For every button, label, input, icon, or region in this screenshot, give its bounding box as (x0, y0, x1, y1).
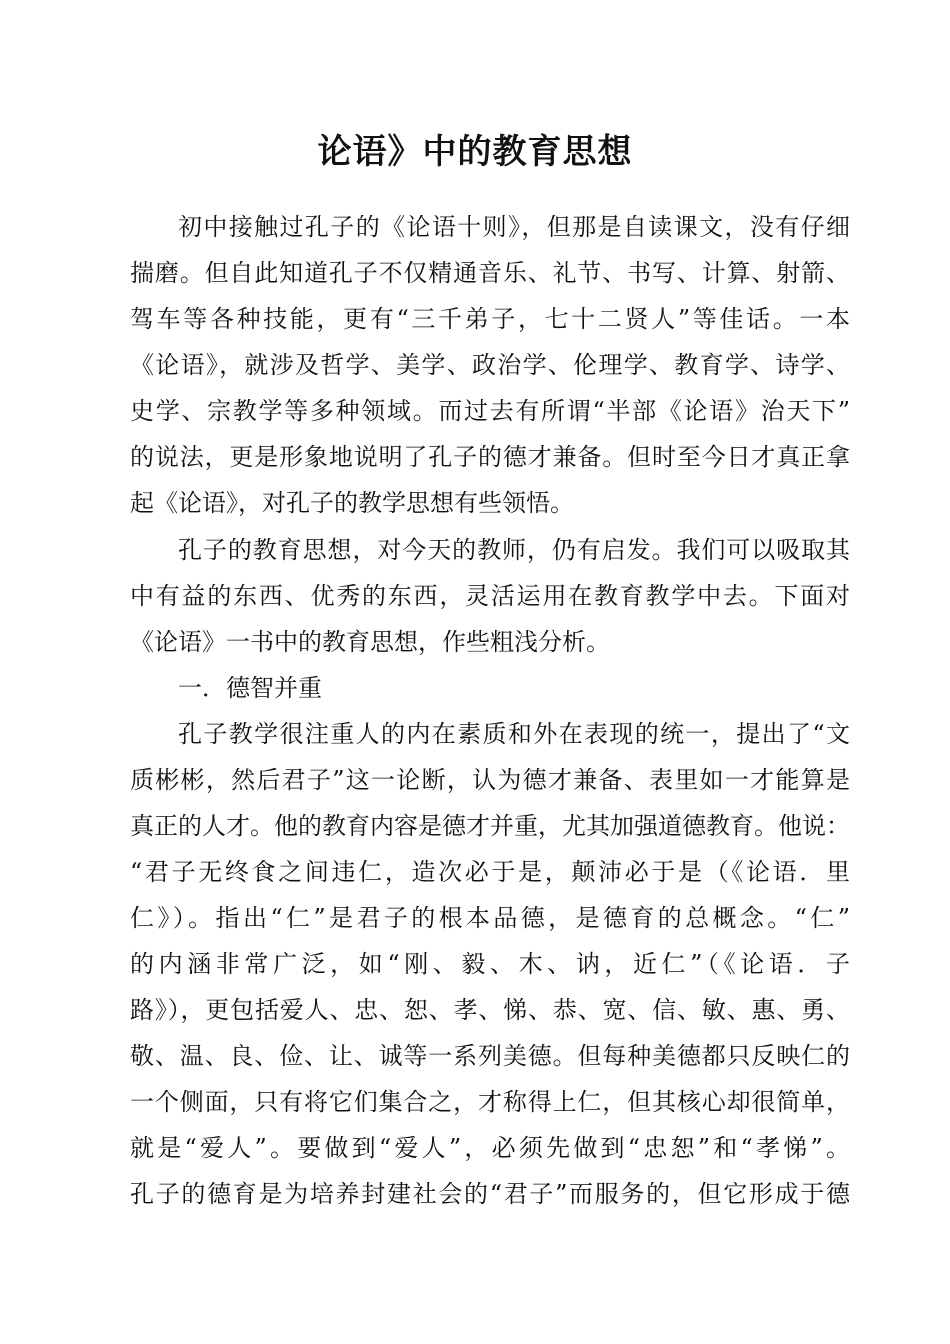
text-line: 孔子的教育思想，对今天的教师，仍有启发。我们可以吸取其 (178, 536, 850, 564)
document-title: 论语》中的教育思想 (317, 132, 633, 172)
text-line: 仁》）。指出“仁”是君子的根本品德，是德育的总概念。“仁” (130, 904, 850, 932)
text-line: 质彬彬，然后君子”这一论断，认为德才兼备、表里如一才能算是 (130, 766, 850, 794)
text-line: 孔子教学很注重人的内在素质和外在表现的统一，提出了“文 (178, 720, 850, 748)
text-line: 初中接触过孔子的《论语十则》，但那是自读课文，没有仔细 (178, 213, 850, 241)
text-line: 的说法，更是形象地说明了孔子的德才兼备。但时至今日才真正拿 (130, 443, 850, 471)
text-line: 《论语》一书中的教育思想，作些粗浅分析。 (130, 628, 610, 656)
text-line: 中有益的东西、优秀的东西，灵活运用在教育教学中去。下面对 (130, 582, 850, 610)
text-line: 的内涵非常广泛，如“刚、毅、木、讷，近仁”（《论语．子 (130, 950, 850, 978)
text-line: “君子无终食之间违仁，造次必于是，颠沛必于是（《论语．里 (130, 858, 850, 886)
text-line: 路》），更包括爱人、忠、恕、孝、悌、恭、宽、信、敏、惠、勇、 (130, 996, 850, 1024)
text-line: 敬、温、良、俭、让、诚等一系列美德。但每种美德都只反映仁的 (130, 1042, 850, 1070)
text-line: 《论语》，就涉及哲学、美学、政治学、伦理学、教育学、诗学、 (130, 351, 850, 379)
text-line: 驾车等各种技能，更有“三千弟子，七十二贤人”等佳话。一本 (130, 305, 850, 333)
text-line: 真正的人才。他的教育内容是德才并重，尤其加强道德教育。他说： (130, 812, 850, 840)
text-line: 起《论语》，对孔子的教学思想有些领悟。 (130, 489, 574, 517)
text-line: 一个侧面，只有将它们集合之，才称得上仁，但其核心却很简单， (130, 1088, 850, 1116)
text-line: 就是“爱人”。要做到“爱人”，必须先做到“忠恕”和“孝悌”。 (130, 1134, 850, 1162)
section-heading: 一．德智并重 (178, 674, 322, 702)
text-line: 孔子的德育是为培养封建社会的“君子”而服务的，但它形成于德 (130, 1180, 850, 1208)
text-line: 史学、宗教学等多种领域。而过去有所谓“半部《论语》治天下” (130, 397, 850, 425)
text-line: 揣磨。但自此知道孔子不仅精通音乐、礼节、书写、计算、射箭、 (130, 259, 850, 287)
